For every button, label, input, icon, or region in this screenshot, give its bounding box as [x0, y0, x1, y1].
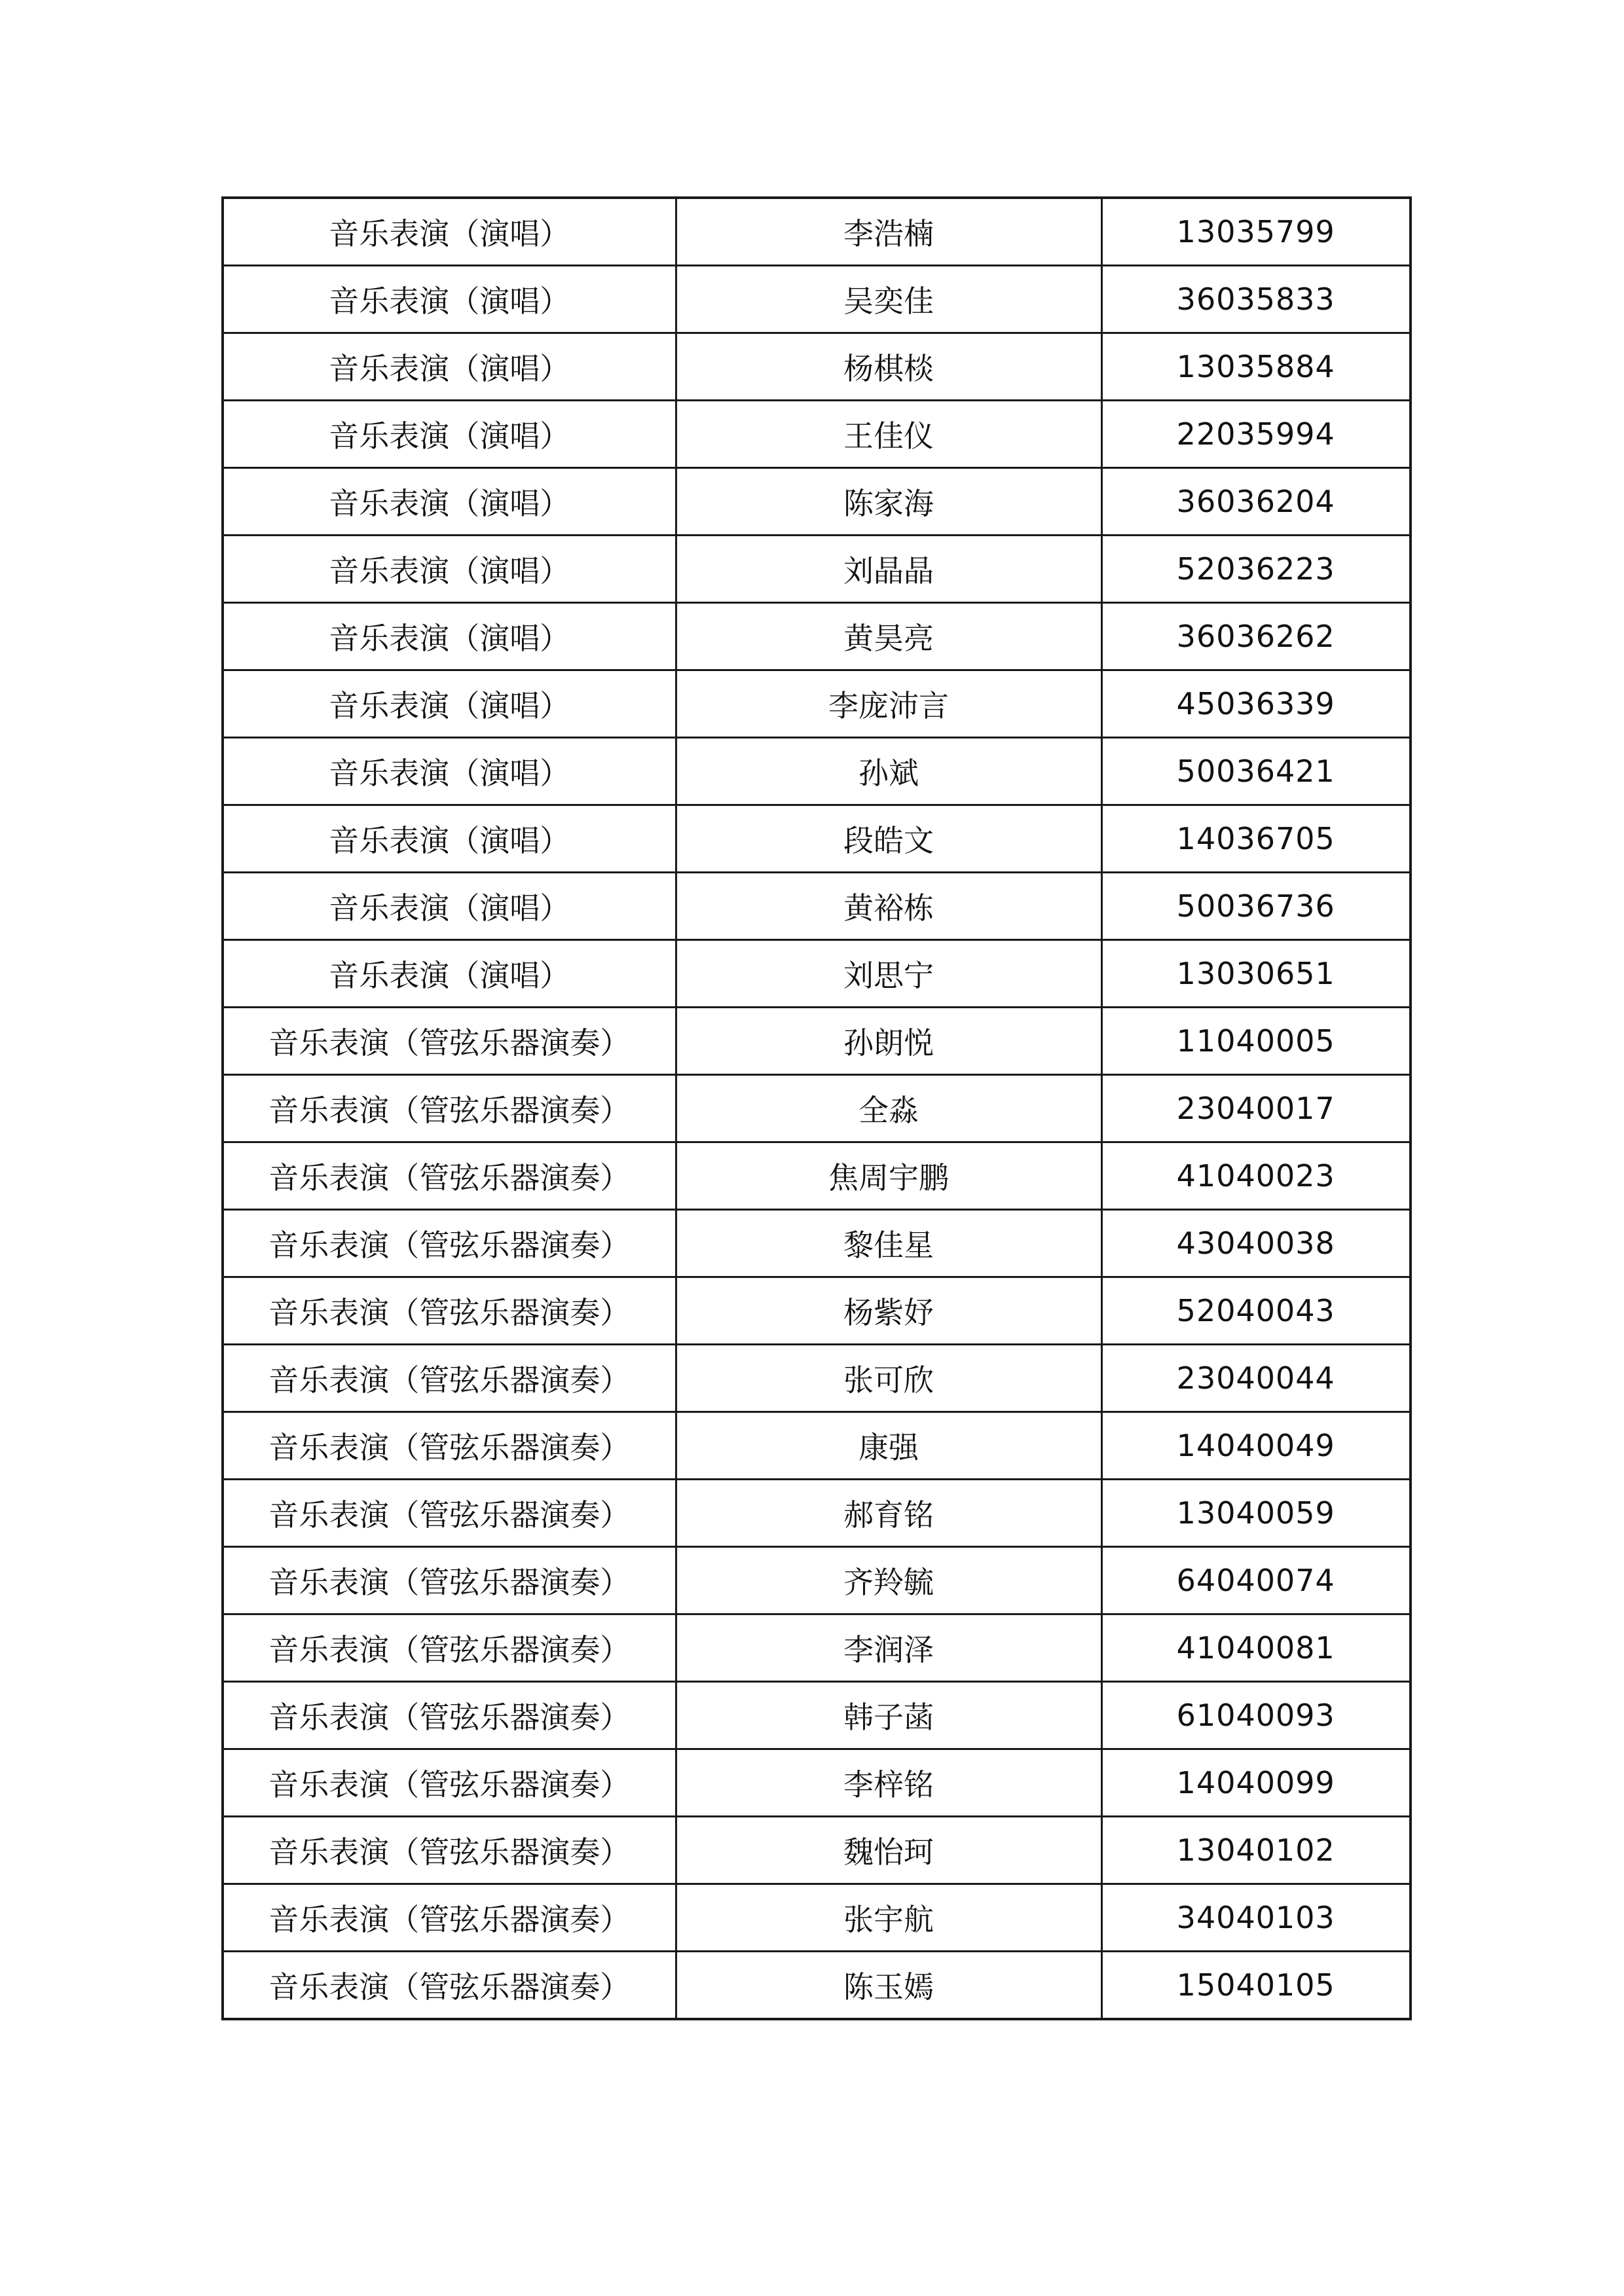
exam-number-cell: 45036339	[1101, 670, 1411, 738]
table-row	[223, 1277, 1411, 1345]
table-row	[223, 738, 1411, 805]
exam-number-cell: 14040049	[1101, 1412, 1411, 1480]
student-name-cell: 杨紫妤	[676, 1277, 1101, 1345]
student-name-cell: 刘晶晶	[676, 536, 1101, 603]
exam-number-cell: 52040043	[1101, 1277, 1411, 1345]
table-row	[223, 1075, 1411, 1142]
student-name-cell: 李庞沛言	[676, 670, 1101, 738]
table-row	[223, 670, 1411, 738]
major-cell: 音乐表演（演唱）	[223, 266, 676, 333]
major-cell: 音乐表演（演唱）	[223, 198, 676, 266]
exam-number-cell: 13035884	[1101, 333, 1411, 401]
student-name-cell: 吴奕佳	[676, 266, 1101, 333]
major-cell: 音乐表演（演唱）	[223, 603, 676, 670]
exam-number-cell: 14040099	[1101, 1749, 1411, 1817]
exam-number-cell: 11040005	[1101, 1008, 1411, 1075]
exam-number-cell: 22035994	[1101, 401, 1411, 468]
exam-number-cell: 41040081	[1101, 1614, 1411, 1682]
table-row	[223, 873, 1411, 940]
table-row	[223, 1952, 1411, 2020]
table-row	[223, 1142, 1411, 1210]
exam-number-cell: 36036262	[1101, 603, 1411, 670]
exam-number-cell: 34040103	[1101, 1884, 1411, 1952]
exam-number-cell: 13030651	[1101, 940, 1411, 1008]
major-cell: 音乐表演（管弦乐器演奏）	[223, 1075, 676, 1142]
table-row	[223, 198, 1411, 266]
student-name-cell: 魏怡珂	[676, 1817, 1101, 1884]
student-name-cell: 康强	[676, 1412, 1101, 1480]
major-cell: 音乐表演（演唱）	[223, 873, 676, 940]
major-cell: 音乐表演（演唱）	[223, 805, 676, 873]
exam-number-cell: 50036421	[1101, 738, 1411, 805]
major-cell: 音乐表演（管弦乐器演奏）	[223, 1749, 676, 1817]
major-cell: 音乐表演（管弦乐器演奏）	[223, 1952, 676, 2020]
exam-number-cell: 23040017	[1101, 1075, 1411, 1142]
major-cell: 音乐表演（管弦乐器演奏）	[223, 1884, 676, 1952]
student-name-cell: 张宇航	[676, 1884, 1101, 1952]
major-cell: 音乐表演（演唱）	[223, 536, 676, 603]
student-name-cell: 黎佳星	[676, 1210, 1101, 1277]
major-cell: 音乐表演（管弦乐器演奏）	[223, 1008, 676, 1075]
major-cell: 音乐表演（演唱）	[223, 333, 676, 401]
table-row	[223, 1008, 1411, 1075]
table-row	[223, 1817, 1411, 1884]
student-name-cell: 段皓文	[676, 805, 1101, 873]
table-row	[223, 1749, 1411, 1817]
major-cell: 音乐表演（管弦乐器演奏）	[223, 1480, 676, 1547]
table-row	[223, 401, 1411, 468]
student-name-cell: 全淼	[676, 1075, 1101, 1142]
table-row	[223, 1480, 1411, 1547]
exam-number-cell: 36035833	[1101, 266, 1411, 333]
table-row	[223, 266, 1411, 333]
table-row	[223, 1412, 1411, 1480]
major-cell: 音乐表演（管弦乐器演奏）	[223, 1210, 676, 1277]
major-cell: 音乐表演（管弦乐器演奏）	[223, 1817, 676, 1884]
exam-number-cell: 52036223	[1101, 536, 1411, 603]
exam-number-cell: 23040044	[1101, 1345, 1411, 1412]
table-row	[223, 805, 1411, 873]
student-name-cell: 韩子菡	[676, 1682, 1101, 1749]
table-row	[223, 468, 1411, 536]
major-cell: 音乐表演（演唱）	[223, 940, 676, 1008]
student-name-cell: 杨棋棪	[676, 333, 1101, 401]
major-cell: 音乐表演（管弦乐器演奏）	[223, 1142, 676, 1210]
major-cell: 音乐表演（管弦乐器演奏）	[223, 1682, 676, 1749]
major-cell: 音乐表演（管弦乐器演奏）	[223, 1277, 676, 1345]
exam-number-cell: 41040023	[1101, 1142, 1411, 1210]
roster-body	[223, 198, 1411, 2019]
student-name-cell: 齐羚毓	[676, 1547, 1101, 1614]
exam-number-cell: 14036705	[1101, 805, 1411, 873]
exam-number-cell: 50036736	[1101, 873, 1411, 940]
major-cell: 音乐表演（演唱）	[223, 401, 676, 468]
student-name-cell: 刘思宁	[676, 940, 1101, 1008]
student-name-cell: 黄裕栋	[676, 873, 1101, 940]
table-row	[223, 603, 1411, 670]
table-row	[223, 1345, 1411, 1412]
student-name-cell: 焦周宇鹏	[676, 1142, 1101, 1210]
student-name-cell: 王佳仪	[676, 401, 1101, 468]
exam-number-cell: 36036204	[1101, 468, 1411, 536]
student-name-cell: 李梓铭	[676, 1749, 1101, 1817]
exam-number-cell: 15040105	[1101, 1952, 1411, 2020]
student-name-cell: 黄昊亮	[676, 603, 1101, 670]
major-cell: 音乐表演（演唱）	[223, 738, 676, 805]
exam-number-cell: 13040059	[1101, 1480, 1411, 1547]
student-name-cell: 李浩楠	[676, 198, 1101, 266]
student-name-cell: 郝育铭	[676, 1480, 1101, 1547]
major-cell: 音乐表演（管弦乐器演奏）	[223, 1547, 676, 1614]
student-name-cell: 孙斌	[676, 738, 1101, 805]
table-row	[223, 1210, 1411, 1277]
exam-number-cell: 64040074	[1101, 1547, 1411, 1614]
table-row	[223, 1547, 1411, 1614]
major-cell: 音乐表演（管弦乐器演奏）	[223, 1614, 676, 1682]
exam-number-cell: 13040102	[1101, 1817, 1411, 1884]
table-row	[223, 940, 1411, 1008]
major-cell: 音乐表演（演唱）	[223, 468, 676, 536]
roster-table	[221, 196, 1412, 2020]
table-row	[223, 1614, 1411, 1682]
student-name-cell: 陈玉嫣	[676, 1952, 1101, 2020]
exam-number-cell: 13035799	[1101, 198, 1411, 266]
student-name-cell: 陈家海	[676, 468, 1101, 536]
table-row	[223, 536, 1411, 603]
student-name-cell: 孙朗悦	[676, 1008, 1101, 1075]
table-row	[223, 333, 1411, 401]
exam-number-cell: 61040093	[1101, 1682, 1411, 1749]
student-name-cell: 李润泽	[676, 1614, 1101, 1682]
table-row	[223, 1884, 1411, 1952]
exam-number-cell: 43040038	[1101, 1210, 1411, 1277]
major-cell: 音乐表演（管弦乐器演奏）	[223, 1412, 676, 1480]
major-cell: 音乐表演（演唱）	[223, 670, 676, 738]
table-row	[223, 1682, 1411, 1749]
major-cell: 音乐表演（管弦乐器演奏）	[223, 1345, 676, 1412]
student-name-cell: 张可欣	[676, 1345, 1101, 1412]
